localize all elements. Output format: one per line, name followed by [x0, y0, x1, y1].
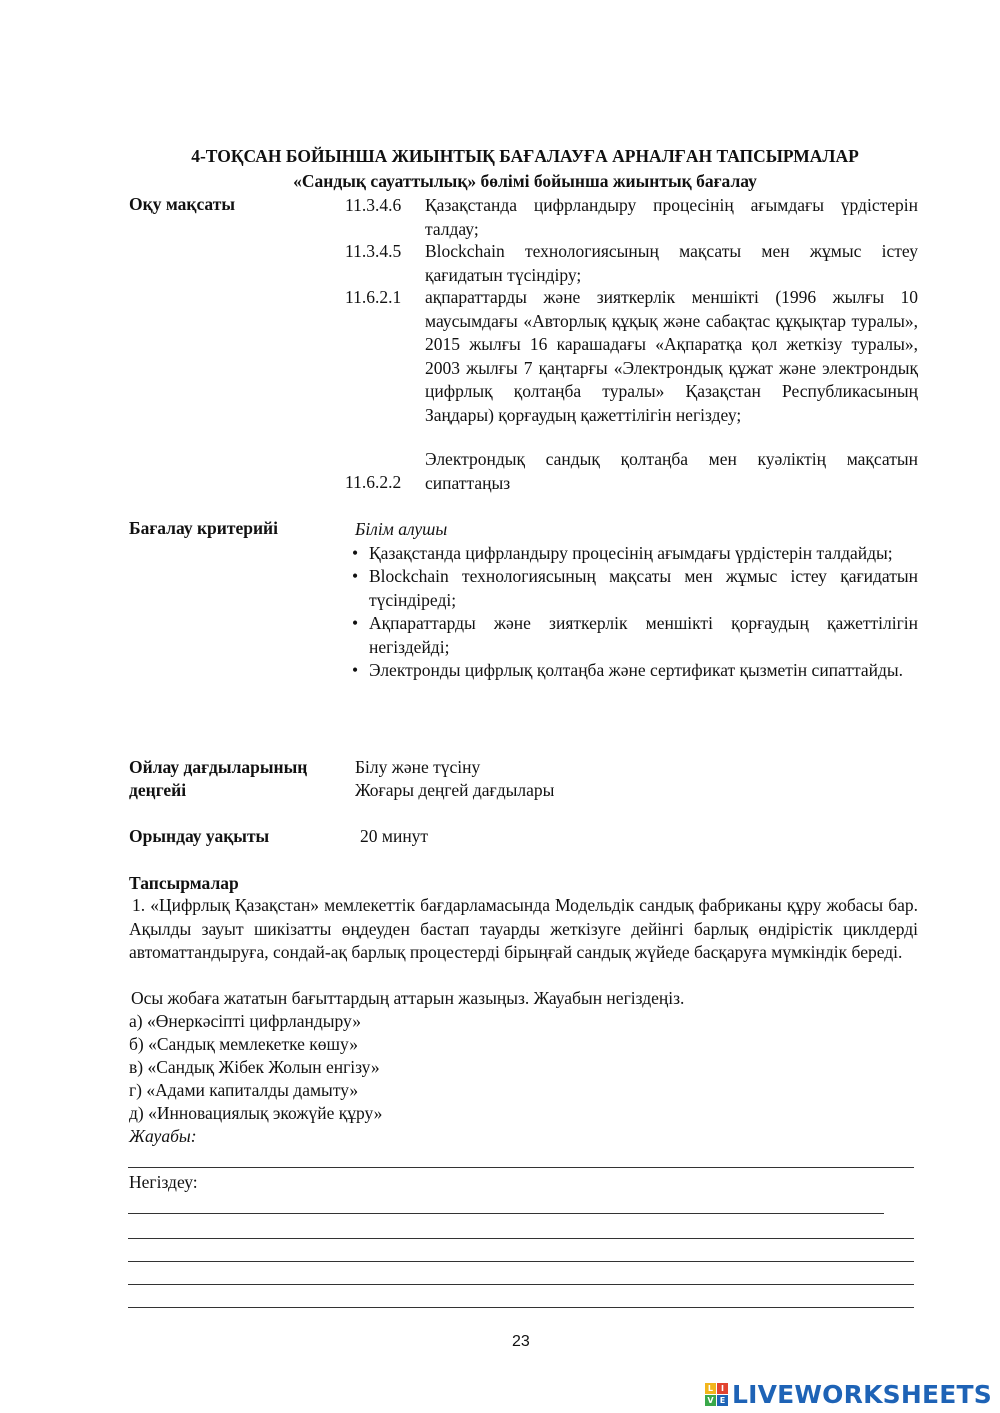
- objective-text: Электрондық сандық қолтаңба мен куәліктің мақсатын сипаттаңыз: [425, 449, 918, 493]
- thinking-value: Білу және түсіну: [355, 757, 481, 777]
- objective-code: 11.6.2.2: [345, 472, 402, 492]
- duration-label: Орындау уақыты: [129, 826, 270, 846]
- answer-line[interactable]: [128, 1167, 914, 1168]
- objective-code: 11.3.4.6: [345, 195, 402, 215]
- criteria-intro: Білім алушы: [355, 519, 448, 539]
- answer-option: а) «Өнеркәсіпті цифрландыру»: [129, 1011, 361, 1031]
- objective-code: 11.6.2.1: [345, 287, 402, 307]
- justification-line[interactable]: [128, 1213, 884, 1214]
- thinking-label: деңгейі: [129, 780, 187, 800]
- tasks-heading: Тапсырмалар: [129, 873, 239, 893]
- criteria-item: • Электронды цифрлық қолтаңба және сертификат қызметін сипаттайды.: [350, 659, 914, 683]
- page-title: 4-ТОҚСАН БОЙЫНША ЖИЫНТЫҚ БАҒАЛАУҒА АРНАЛҒАН ТАПСЫРМАЛАР: [191, 146, 859, 166]
- answer-label: Жауабы:: [129, 1126, 197, 1146]
- bullet-icon: •: [352, 613, 359, 633]
- task-question: Осы жобаға жататын бағыттардың аттарын жазыңыз. Жауабын негіздеңіз.: [131, 988, 685, 1008]
- answer-option: г) «Адами капиталды дамыту»: [129, 1080, 359, 1100]
- justification-line[interactable]: [128, 1284, 914, 1285]
- objective-text: ақпараттарды және зияткерлік меншікті (1996 жылғы 10 маусымдағы «Авторлық құқық және сабақтас құқықтар туралы», 2015 жылғы 16 карашадағы «Ақпаратқа қол жеткізу туралы», 2003 жылғы 7 қаңтарғы «Электрондық құжат және электрондық цифрлық қолтаңба туралы» Қазақстан Республикасының Заңдары) қорғаудың қажеттілігін негіздеу;: [425, 287, 918, 425]
- watermark-text: LIVEWORKSHEETS: [731, 1379, 992, 1409]
- objectives-label: Оқу мақсаты: [129, 194, 235, 214]
- objective-text: Blockchain технологиясының мақсаты мен жұмыс істеу қағидатын түсіндіру;: [425, 241, 918, 285]
- bullet-icon: •: [352, 660, 359, 680]
- criteria-list: [350, 518, 918, 683]
- criteria-item: • Қазақстанда цифрландыру процесінің ағымдағы үрдістерін талдайды;: [350, 542, 918, 566]
- answer-option: д) «Инновациялық экожүйе құру»: [129, 1103, 383, 1123]
- page-subtitle: «Сандық сауаттылық» бөлімі бойынша жиынтық бағалау: [293, 171, 757, 191]
- criteria-label: Бағалау критерийі: [129, 518, 278, 538]
- thinking-label: Ойлау дағдыларының: [129, 757, 308, 777]
- criteria-item: • Blockchain технологиясының мақсаты мен жұмыс істеу қағидатын түсіндіреді;: [352, 566, 918, 610]
- answer-option: б) «Сандық мемлекетке көшу»: [129, 1034, 358, 1054]
- objective-code: 11.3.4.5: [345, 241, 402, 261]
- justification-label: Негіздеу:: [129, 1172, 198, 1192]
- liveworksheets-watermark: [705, 1378, 992, 1410]
- answer-option: в) «Сандық Жібек Жолын енгізу»: [129, 1057, 380, 1077]
- objective-text: Қазақстанда цифрландыру процесінің ағымдағы үрдістерін талдау;: [425, 195, 918, 239]
- bullet-icon: •: [352, 566, 359, 586]
- justification-line[interactable]: [128, 1261, 914, 1262]
- page-number: 23: [512, 1333, 530, 1350]
- duration-value: 20 минут: [360, 826, 429, 846]
- bullet-icon: •: [352, 542, 359, 563]
- task-text: 1. «Цифрлық Қазақстан» мемлекеттік бағдарламасында Модельдік сандық фабриканы құру жобасы бар. Ақылды зауыт шикізатты өңдеуден бастап тауарды жеткізуге дейінгі барлық өндірістік циклдерді автоматтандыруға, сондай-ақ барлық процестерді бірыңғай сандық жүйеде басқаруға мүмкіндік береді.: [129, 895, 918, 962]
- justification-line[interactable]: [128, 1238, 914, 1239]
- liveworksheets-logo-icon: L I V E: [705, 1383, 728, 1406]
- justification-line[interactable]: [128, 1307, 914, 1308]
- thinking-value: Жоғары деңгей дағдылары: [355, 780, 555, 800]
- criteria-item: • Ақпараттарды және зияткерлік меншікті қорғаудың қажеттілігін негіздейді;: [352, 613, 918, 657]
